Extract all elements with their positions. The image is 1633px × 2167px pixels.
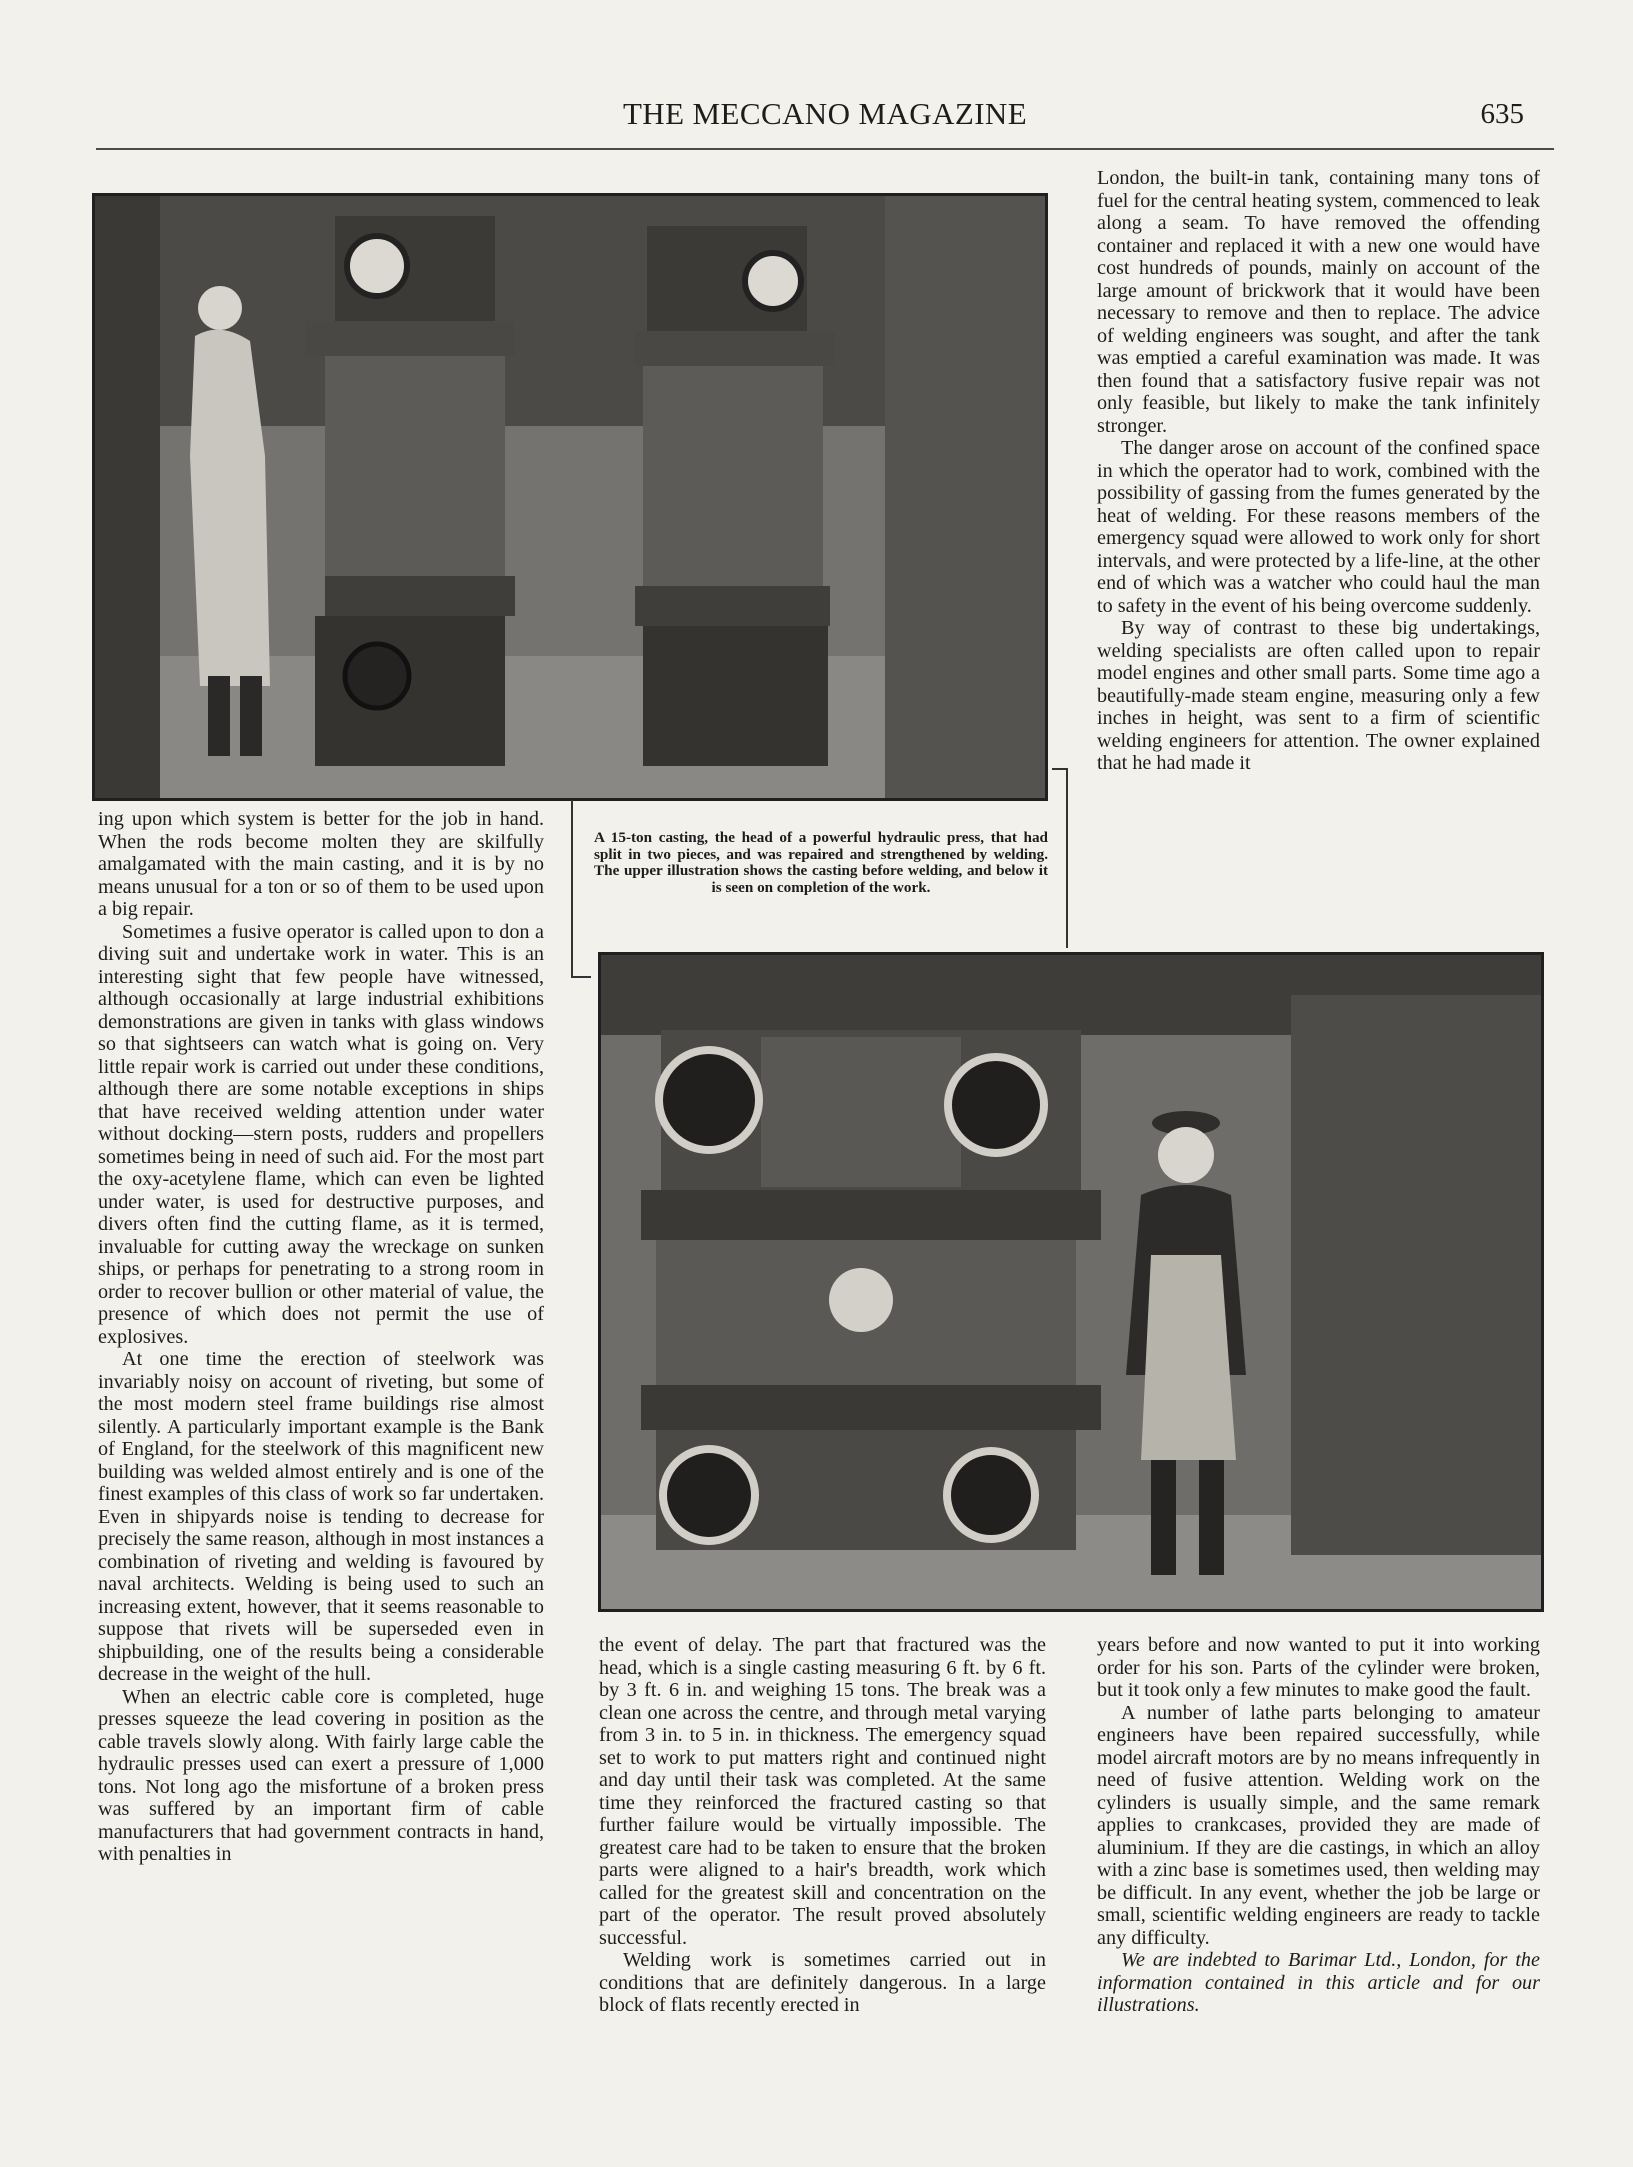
middle-paragraph-1: the event of delay. The part that fractured was the head, which is a single casting measuring 6 ft. by 6 ft. by 3 ft. 6 in. and weighing 15 tons. The break was a clean one across the centre, and through metal varying from 3 in. to 5 in. in thickness. The emergency squad set to work to put matters right and continued night and day until their task was completed. At the same time they reinforced the fractured casting so that further failure would be virtually impossible. The greatest care had to be taken to ensure that the broken parts were aligned to a hair's breadth, work which called for the greatest skill and concentration on the part of the operator. The result proved absolutely successful. xyxy=(599,1634,1046,1949)
middle-paragraph-2: Welding work is sometimes carried out in conditions that are definitely dangerous. In a large block of flats recently erected in xyxy=(599,1949,1046,2016)
left-paragraph-2: Sometimes a fusive operator is called upon to don a diving suit and undertake work in water. This is an interesting sight that few people have witnessed, although occasionally at large industrial exhibitions demonstrations are given in tanks with glass windows so that sightseers can watch what is going on. Very little repair work is carried out under these conditions, although there are some notable exceptions in ships that have received welding attention under water without docking—stern posts, rudders and propellers sometimes being in need of such aid. For the most part the oxy-acetylene flame, which can even be lighted under water, is used for destructive purposes, and divers often find the cutting flame, as it is termed, invaluable for cutting away the wreckage on sunken ships, or perhaps for penetrating to a strong room in order to recover bullion or other material of value, the presence of which does not permit the use of explosives. xyxy=(98,920,544,1348)
repaired-casting-illustration xyxy=(601,955,1541,1609)
caption-right-rule xyxy=(1066,768,1068,948)
caption-right-tick xyxy=(1052,768,1068,770)
text-column-right-top xyxy=(1097,167,1540,775)
right-top-paragraph-1: London, the built-in tank, containing many tons of fuel for the central heating system, commenced to leak along a seam. To have removed the offending container and replaced it with a new one would have cost hundreds of pounds, mainly on account of the large amount of brickwork that it would have been necessary to remove and then to replace. The advice of welding engineers was sought, and after the tank was emptied a careful examination was made. It was then found that a satisfactory fusive repair was not only feasible, but likely to make the tank infinitely stronger. xyxy=(1097,167,1540,437)
photo-caption: A 15-ton casting, the head of a powerful hydraulic press, that had split in two pieces, and was repaired and strengthened by welding. The upper illustration shows the casting before welding, and below it is seen on completion of the work. xyxy=(594,829,1048,896)
split-casting-illustration xyxy=(95,196,1045,798)
right-bottom-paragraph-1: years before and now wanted to put it into working order for his son. Parts of the cylinder were broken, but it took only a few minutes to make good the fault. xyxy=(1097,1634,1540,1701)
text-column-right-bottom xyxy=(1097,1634,1540,2017)
text-column-left xyxy=(98,808,544,1866)
page-header xyxy=(96,92,1554,150)
photo-repaired-casting xyxy=(598,952,1544,1612)
text-column-middle xyxy=(599,1634,1046,2017)
right-top-paragraph-3: By way of contrast to these big undertakings, welding specialists are often called upon to repair model engines and other small parts. Some time ago a beautifully-made steam engine, measuring only a few inches in height, was sent to a firm of scientific welding engineers for attention. The owner explained that he had made it xyxy=(1097,617,1540,774)
left-paragraph-3: At one time the erection of steelwork was invariably noisy on account of riveting, but some of the most modern steel frame buildings rise almost silently. A particularly important example is the Bank of England, for the steelwork of this magnificent new building was welded almost entirely and is one of the finest examples of this class of work so far undertaken. Even in shipyards noise is tending to decrease for precisely the same reason, although in most instances a combination of riveting and welding is favoured by naval architects. Welding is being used to such an increasing extent, however, that it seems reasonable to suppose that rivets will be superseded even in shipbuilding, one of the results being a considerable decrease in the weight of the hull. xyxy=(98,1348,544,1685)
caption-left-rule xyxy=(571,800,573,978)
acknowledgement: We are indebted to Barimar Ltd., London, for the information contained in this article and for our illustrations. xyxy=(1097,1949,1540,2016)
left-paragraph-1: ing upon which system is better for the job in hand. When the rods become molten they are skilfully amalgamated with the main casting, and it is by no means unusual for a ton or so of them to be used upon a big repair. xyxy=(98,808,544,920)
right-bottom-paragraph-2: A number of lathe parts belonging to amateur engineers have been repaired successfully, while model aircraft motors are by no means infrequently in need of fusive attention. Welding work on the cylinders is usually simple, and the same remark applies to crankcases, provided they are made of aluminium. If they are die castings, in which an alloy with a zinc base is sometimes used, then welding may be difficult. In any event, whether the job be large or small, scientific welding engineers are ready to tackle any difficulty. xyxy=(1097,1701,1540,1949)
magazine-title: THE MECCANO MAGAZINE xyxy=(622,96,1028,131)
photo-split-casting xyxy=(92,193,1048,801)
left-paragraph-4: When an electric cable core is completed, huge presses squeeze the lead covering in position as the cable travels slowly along. With fairly large cable the hydraulic presses used can exert a pressure of 1,000 tons. Not long ago the misfortune of a broken press was suffered by an important firm of cable manufacturers that had government contracts in hand, with penalties in xyxy=(98,1685,544,1865)
right-top-paragraph-2: The danger arose on account of the confined space in which the operator had to work, combined with the possibility of gassing from the fumes generated by the heat of welding. For these reasons members of the emergency squad were allowed to work only for short intervals, and were protected by a life-line, at the other end of which was a watcher who could haul the man to safety in the event of his being overcome suddenly. xyxy=(1097,437,1540,617)
caption-left-tick xyxy=(571,976,591,978)
page-number: 635 xyxy=(1480,98,1524,130)
